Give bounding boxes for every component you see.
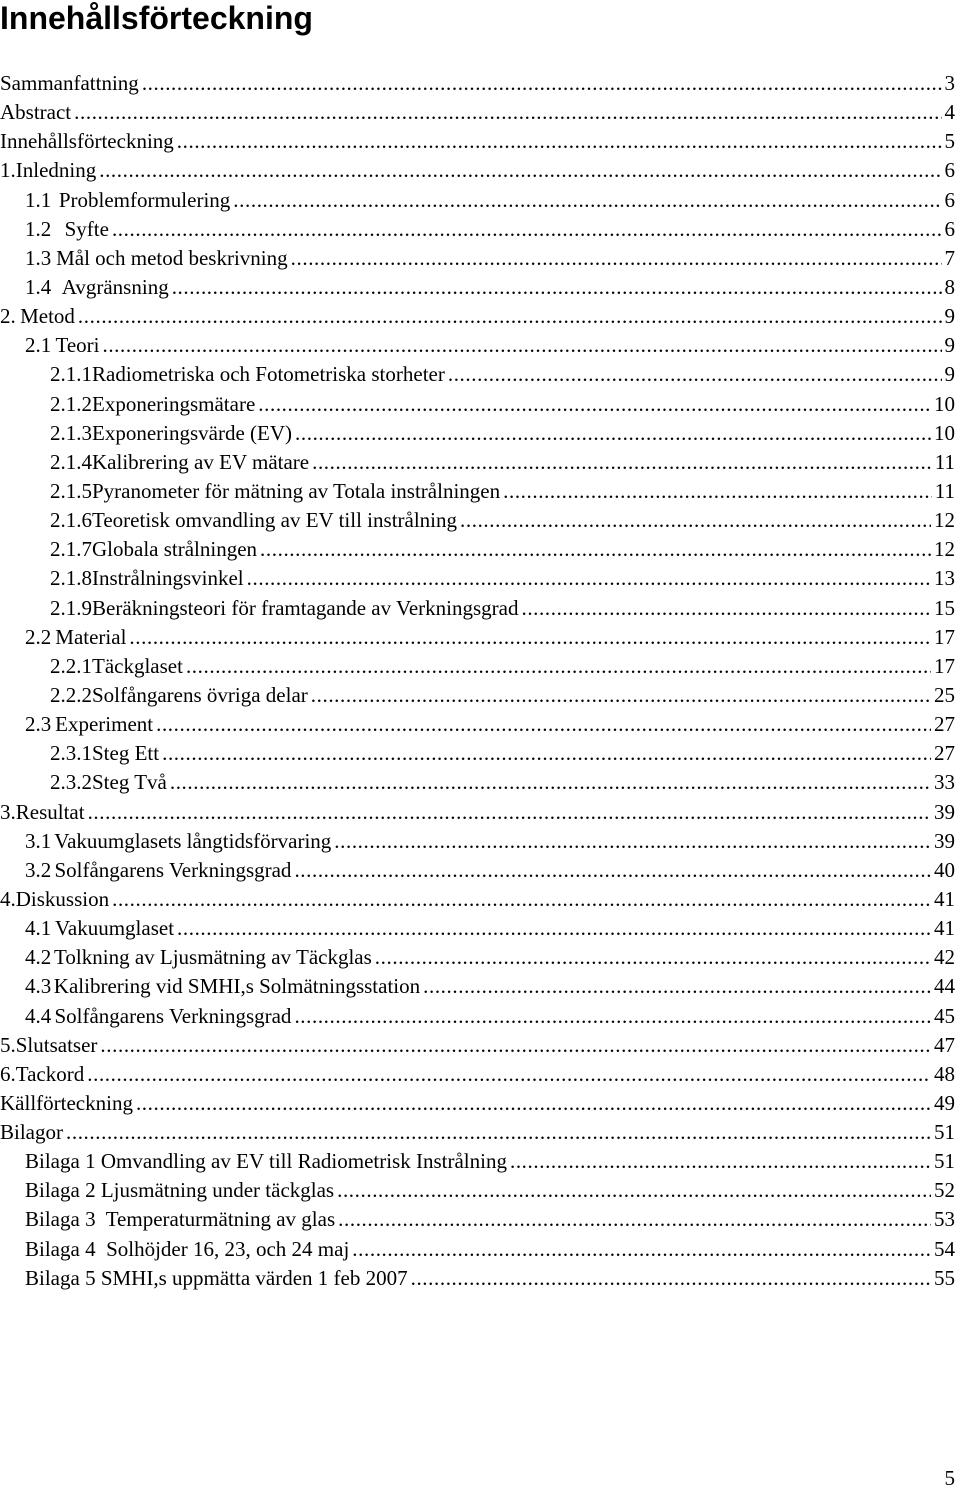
toc-entry[interactable]	[0, 98, 955, 127]
toc-entry-title: Bilaga 4 Solhöjder 16, 23, och 24 maj	[25, 1236, 350, 1261]
toc-entry-page: 13	[934, 566, 955, 591]
toc-entry-page: 40	[934, 857, 955, 882]
toc-entry-title: Mål och metod beskrivning	[56, 245, 288, 270]
toc-dot-leader	[172, 273, 942, 302]
toc-entry[interactable]	[0, 186, 955, 215]
toc-entry-title: Steg Två	[92, 770, 167, 795]
toc-entry-page: 8	[944, 274, 955, 299]
toc-entry[interactable]	[0, 1205, 955, 1234]
toc-entry-page: 6	[944, 216, 955, 241]
toc-dot-leader	[521, 594, 931, 623]
toc-entry-number: 2.3	[25, 712, 52, 737]
toc-entry-title: Beräkningsteori för framtagande av Verkningsgrad	[92, 595, 519, 620]
toc-entry-number: 4.1	[25, 916, 52, 941]
toc-entry[interactable]	[0, 244, 955, 273]
toc-entry-number: 1.3	[25, 245, 52, 270]
toc-entry-number: 2.2.2	[50, 682, 92, 707]
toc-entry-title: Instrålningsvinkel	[92, 566, 244, 591]
toc-entry-title: Tackord	[15, 1061, 85, 1086]
toc-dot-leader	[162, 739, 931, 768]
toc-entry-page: 6	[944, 158, 955, 183]
toc-entry-number: 4.3	[25, 974, 52, 999]
toc-dot-leader	[99, 156, 941, 185]
toc-entry-page: 53	[934, 1207, 955, 1232]
toc-dot-leader	[503, 477, 932, 506]
toc-entry-title: Kalibrering vid SMHI,s Solmätningsstation	[53, 974, 421, 999]
toc-dot-leader	[423, 972, 931, 1001]
toc-entry[interactable]	[0, 69, 955, 98]
toc-entry-title: Vakuumglasets långtidsförvaring	[54, 828, 332, 853]
toc-entry[interactable]	[0, 331, 955, 360]
toc-entry-title: Abstract	[0, 100, 72, 125]
toc-entry-number: 2.1.9	[50, 595, 92, 620]
toc-entry[interactable]	[0, 623, 955, 652]
toc-entry-title: Kalibrering av EV mätare	[92, 449, 310, 474]
toc-dot-leader	[177, 127, 942, 156]
toc-entry[interactable]	[0, 681, 955, 710]
toc-entry-number: 2.1.8	[50, 566, 92, 591]
toc-dot-leader	[66, 1118, 931, 1147]
toc-dot-leader	[294, 856, 931, 885]
toc-entry-title: Tolkning av Ljusmätning av Täckglas	[54, 945, 372, 970]
toc-dot-leader	[112, 885, 931, 914]
toc-entry-title: Exponeringsmätare	[92, 391, 256, 416]
toc-entry-number: 2.1.4	[50, 449, 92, 474]
toc-entry-page: 12	[934, 537, 955, 562]
toc-entry-title: Problemformulering	[58, 187, 231, 212]
toc-entry-title: Pyranometer för mätning av Totala instrålningen	[92, 478, 501, 503]
toc-entry-page: 15	[934, 595, 955, 620]
toc-dot-leader	[411, 1264, 931, 1293]
toc-entry[interactable]	[0, 535, 955, 564]
toc-entry[interactable]	[0, 1176, 955, 1205]
toc-entry-page: 5	[944, 129, 955, 154]
toc-entry-title: Sammanfattning	[0, 71, 139, 95]
toc-entry-number: 2.2.1	[50, 653, 92, 678]
toc-entry-number: 2.1.2	[50, 391, 92, 416]
toc-entry[interactable]	[0, 1118, 955, 1147]
toc-entry-page: 9	[944, 304, 955, 329]
toc-dot-leader	[100, 1031, 931, 1060]
toc-entry-title: Resultat	[15, 799, 85, 824]
toc-entry-page: 54	[934, 1236, 955, 1261]
toc-dot-leader	[74, 98, 941, 127]
toc-dot-leader	[87, 1060, 931, 1089]
toc-entry-number: 1.1	[25, 187, 52, 212]
toc-entry[interactable]	[0, 1264, 955, 1293]
toc-entry-number: 2.1.3	[50, 420, 92, 445]
toc-dot-leader	[375, 943, 931, 972]
toc-entry-page: 10	[934, 420, 955, 445]
toc-dot-leader	[112, 215, 942, 244]
toc-dot-leader	[460, 506, 931, 535]
toc-entry-page: 39	[934, 799, 955, 824]
toc-entry-title: Teoretisk omvandling av EV till instrålning	[92, 508, 458, 533]
toc-entry-page: 41	[934, 916, 955, 941]
toc-dot-leader	[129, 623, 931, 652]
toc-entry-title: Syfte	[64, 216, 109, 241]
toc-dot-leader	[337, 1176, 931, 1205]
toc-entry[interactable]	[0, 127, 955, 156]
toc-dot-leader	[291, 244, 942, 273]
toc-entry-title: Innehållsförteckning	[0, 129, 174, 154]
toc-entry-page: 33	[934, 770, 955, 795]
toc-entry[interactable]	[0, 943, 955, 972]
toc-entry-title: Solfångarens Verkningsgrad	[54, 857, 292, 882]
toc-entry-title: Globala strålningen	[92, 537, 258, 562]
toc-dot-leader	[294, 1002, 931, 1031]
page-title: Innehållsförteckning	[0, 0, 313, 36]
toc-entry-title: Radiometriska och Fotometriska storheter	[92, 362, 445, 387]
toc-dot-leader	[258, 390, 931, 419]
toc-dot-leader	[170, 768, 931, 797]
toc-entry-number: 3.1	[25, 828, 52, 853]
toc-entry-title: Exponeringsvärde (EV)	[92, 420, 293, 445]
toc-entry-number: 5.	[0, 1032, 16, 1057]
toc-entry-page: 9	[944, 333, 955, 358]
toc-dot-leader	[88, 798, 931, 827]
toc-entry-title: Material	[55, 624, 127, 649]
toc-entry-number: 2.1.1	[50, 362, 92, 387]
toc-entry[interactable]	[0, 1147, 955, 1176]
toc-dot-leader	[136, 1089, 931, 1118]
toc-entry[interactable]	[0, 827, 955, 856]
toc-entry-page: 27	[934, 712, 955, 737]
toc-entry-page: 51	[934, 1120, 955, 1145]
toc-entry[interactable]	[0, 739, 955, 768]
toc-entry-number: 1.	[0, 158, 16, 183]
toc-entry[interactable]	[0, 914, 955, 943]
toc-entry-number: 2.	[0, 304, 16, 329]
toc-dot-leader	[448, 360, 942, 389]
toc-entry-number: 2.1.7	[50, 537, 92, 562]
toc-entry-page: 27	[934, 741, 955, 766]
toc-entry-page: 17	[934, 653, 955, 678]
toc-entry-page: 47	[934, 1032, 955, 1057]
toc-entry-page: 52	[934, 1178, 955, 1203]
toc-entry[interactable]	[0, 972, 955, 1001]
toc-entry-title: Slutsatser	[15, 1032, 98, 1057]
toc-entry[interactable]	[0, 1031, 955, 1060]
toc-entry-number: 1.2	[25, 216, 52, 241]
toc-entry-title: Experiment	[55, 712, 154, 737]
toc-entry[interactable]	[0, 564, 955, 593]
toc-entry[interactable]	[0, 1060, 955, 1089]
toc-entry-number: 2.1.5	[50, 478, 92, 503]
toc-entry-title: Vakuumglaset	[55, 916, 175, 941]
toc-entry[interactable]	[0, 273, 955, 302]
toc-entry-page: 45	[934, 1003, 955, 1028]
toc-dot-leader	[102, 331, 941, 360]
toc-entry[interactable]	[0, 477, 955, 506]
toc-entry-title: Bilaga 2 Ljusmätning under täckglas	[25, 1178, 335, 1203]
toc-entry-page: 55	[934, 1265, 955, 1290]
toc-entry-page: 4	[944, 100, 955, 125]
toc-entry[interactable]	[0, 419, 955, 448]
toc-entry-number: 1.4	[25, 274, 52, 299]
toc-dot-leader	[177, 914, 931, 943]
toc-entry-number: 2.2	[25, 624, 52, 649]
toc-dot-leader	[338, 1205, 931, 1234]
toc-entry-page: 48	[934, 1061, 955, 1086]
toc-entry[interactable]	[0, 856, 955, 885]
toc-dot-leader	[247, 564, 931, 593]
toc-entry-title: Solfångarens övriga delar	[92, 682, 308, 707]
toc-entry-number: 6.	[0, 1061, 16, 1086]
toc-entry-title: Täckglaset	[92, 653, 183, 678]
toc-dot-leader	[260, 535, 931, 564]
toc-entry-page: 42	[934, 945, 955, 970]
toc-entry-number: 2.1	[25, 333, 52, 358]
toc-entry-number: 2.3.2	[50, 770, 92, 795]
toc-entry-number: 4.	[0, 886, 16, 911]
toc-entry[interactable]	[0, 448, 955, 477]
toc-entry-page: 12	[934, 508, 955, 533]
toc-entry-number: 3.2	[25, 857, 52, 882]
toc-dot-leader	[233, 186, 941, 215]
toc-entry[interactable]	[0, 652, 955, 681]
toc-entry-title: Metod	[20, 304, 75, 329]
toc-entry-page: 10	[934, 391, 955, 416]
toc-entry[interactable]	[0, 1089, 955, 1118]
toc-entry-number: 3.	[0, 799, 16, 824]
toc-dot-leader	[352, 1235, 931, 1264]
toc-entry[interactable]	[0, 768, 955, 797]
toc-entry-page: 49	[934, 1090, 955, 1115]
toc-entry-title: Solfångarens Verkningsgrad	[54, 1003, 292, 1028]
toc-entry-page: 44	[934, 974, 955, 999]
toc-dot-leader	[334, 827, 931, 856]
toc-entry-title: Avgränsning	[61, 274, 169, 299]
toc-entry[interactable]	[0, 594, 955, 623]
toc-entry-page: 11	[934, 478, 955, 503]
toc-entry-page: 6	[944, 187, 955, 212]
toc-entry-page: 41	[934, 886, 955, 911]
toc-entry-page: 17	[934, 624, 955, 649]
toc-entry[interactable]	[0, 506, 955, 535]
toc-entry-page: 3	[944, 71, 955, 95]
page-number: 5	[944, 1466, 955, 1490]
toc-entry-title: Steg Ett	[92, 741, 160, 766]
toc-entry[interactable]	[0, 156, 955, 185]
toc-entry-page: 7	[944, 245, 955, 270]
toc-dot-leader	[78, 302, 942, 331]
toc-dot-leader	[312, 448, 932, 477]
toc-entry[interactable]	[0, 360, 955, 389]
table-of-contents	[0, 69, 955, 1293]
toc-entry-number: 2.3.1	[50, 741, 92, 766]
toc-entry[interactable]	[0, 215, 955, 244]
toc-entry-title: Källförteckning	[0, 1090, 133, 1115]
toc-dot-leader	[156, 710, 931, 739]
toc-entry[interactable]	[0, 1002, 955, 1031]
toc-dot-leader	[311, 681, 931, 710]
toc-entry[interactable]	[0, 798, 955, 827]
toc-entry-page: 39	[934, 828, 955, 853]
toc-dot-leader	[142, 69, 942, 98]
toc-dot-leader	[295, 419, 931, 448]
toc-entry-number: 4.2	[25, 945, 52, 970]
toc-entry-page: 25	[934, 682, 955, 707]
toc-entry-title: Teori	[55, 333, 100, 358]
toc-entry-number: 2.1.6	[50, 508, 92, 533]
toc-dot-leader	[186, 652, 931, 681]
toc-entry[interactable]	[0, 390, 955, 419]
toc-entry-title: Bilaga 3 Temperaturmätning av glas	[25, 1207, 336, 1232]
toc-entry[interactable]	[0, 710, 955, 739]
toc-entry[interactable]	[0, 885, 955, 914]
toc-entry[interactable]	[0, 302, 955, 331]
toc-entry-title: Bilaga 5 SMHI,s uppmätta värden 1 feb 2007	[25, 1265, 408, 1290]
toc-entry-title: Bilagor	[0, 1120, 63, 1145]
toc-entry-page: 11	[934, 449, 955, 474]
toc-entry[interactable]	[0, 1235, 955, 1264]
toc-entry-title: Inledning	[15, 158, 97, 183]
toc-entry-page: 9	[944, 362, 955, 387]
toc-dot-leader	[510, 1147, 931, 1176]
toc-entry-number: 4.4	[25, 1003, 52, 1028]
toc-entry-page: 51	[934, 1149, 955, 1174]
toc-entry-title: Bilaga 1 Omvandling av EV till Radiometrisk Instrålning	[25, 1149, 507, 1174]
toc-entry-title: Diskussion	[15, 886, 110, 911]
